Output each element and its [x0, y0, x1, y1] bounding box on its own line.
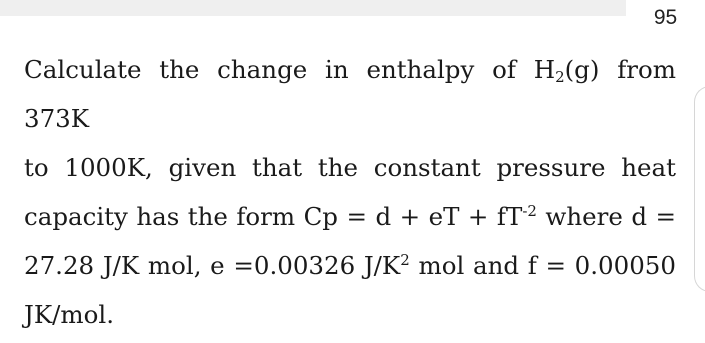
problem-line-2: to 1000K, given that the constant pressure heat [24, 153, 676, 182]
problem-line-4: 27.28 J/K mol, e =0.00326 $J/K^2$ mol and f = 0.00050 [24, 251, 676, 280]
page-number: 95 [626, 0, 705, 36]
superscript: 2 [400, 251, 410, 269]
problem-text [24, 45, 676, 339]
problem-line-3: capacity has the form Cp = d + eT + $fT^{-2}$ where d = [24, 202, 677, 231]
problem-line-5: JK/mol. [24, 300, 114, 329]
top-band [0, 0, 626, 16]
subscript: 2 [555, 68, 565, 86]
superscript: -2 [522, 202, 537, 220]
side-scroll-handle[interactable] [694, 86, 705, 292]
problem-line-1: Calculate the change in enthalpy of $H_2(g)$ from 373K [24, 55, 676, 133]
